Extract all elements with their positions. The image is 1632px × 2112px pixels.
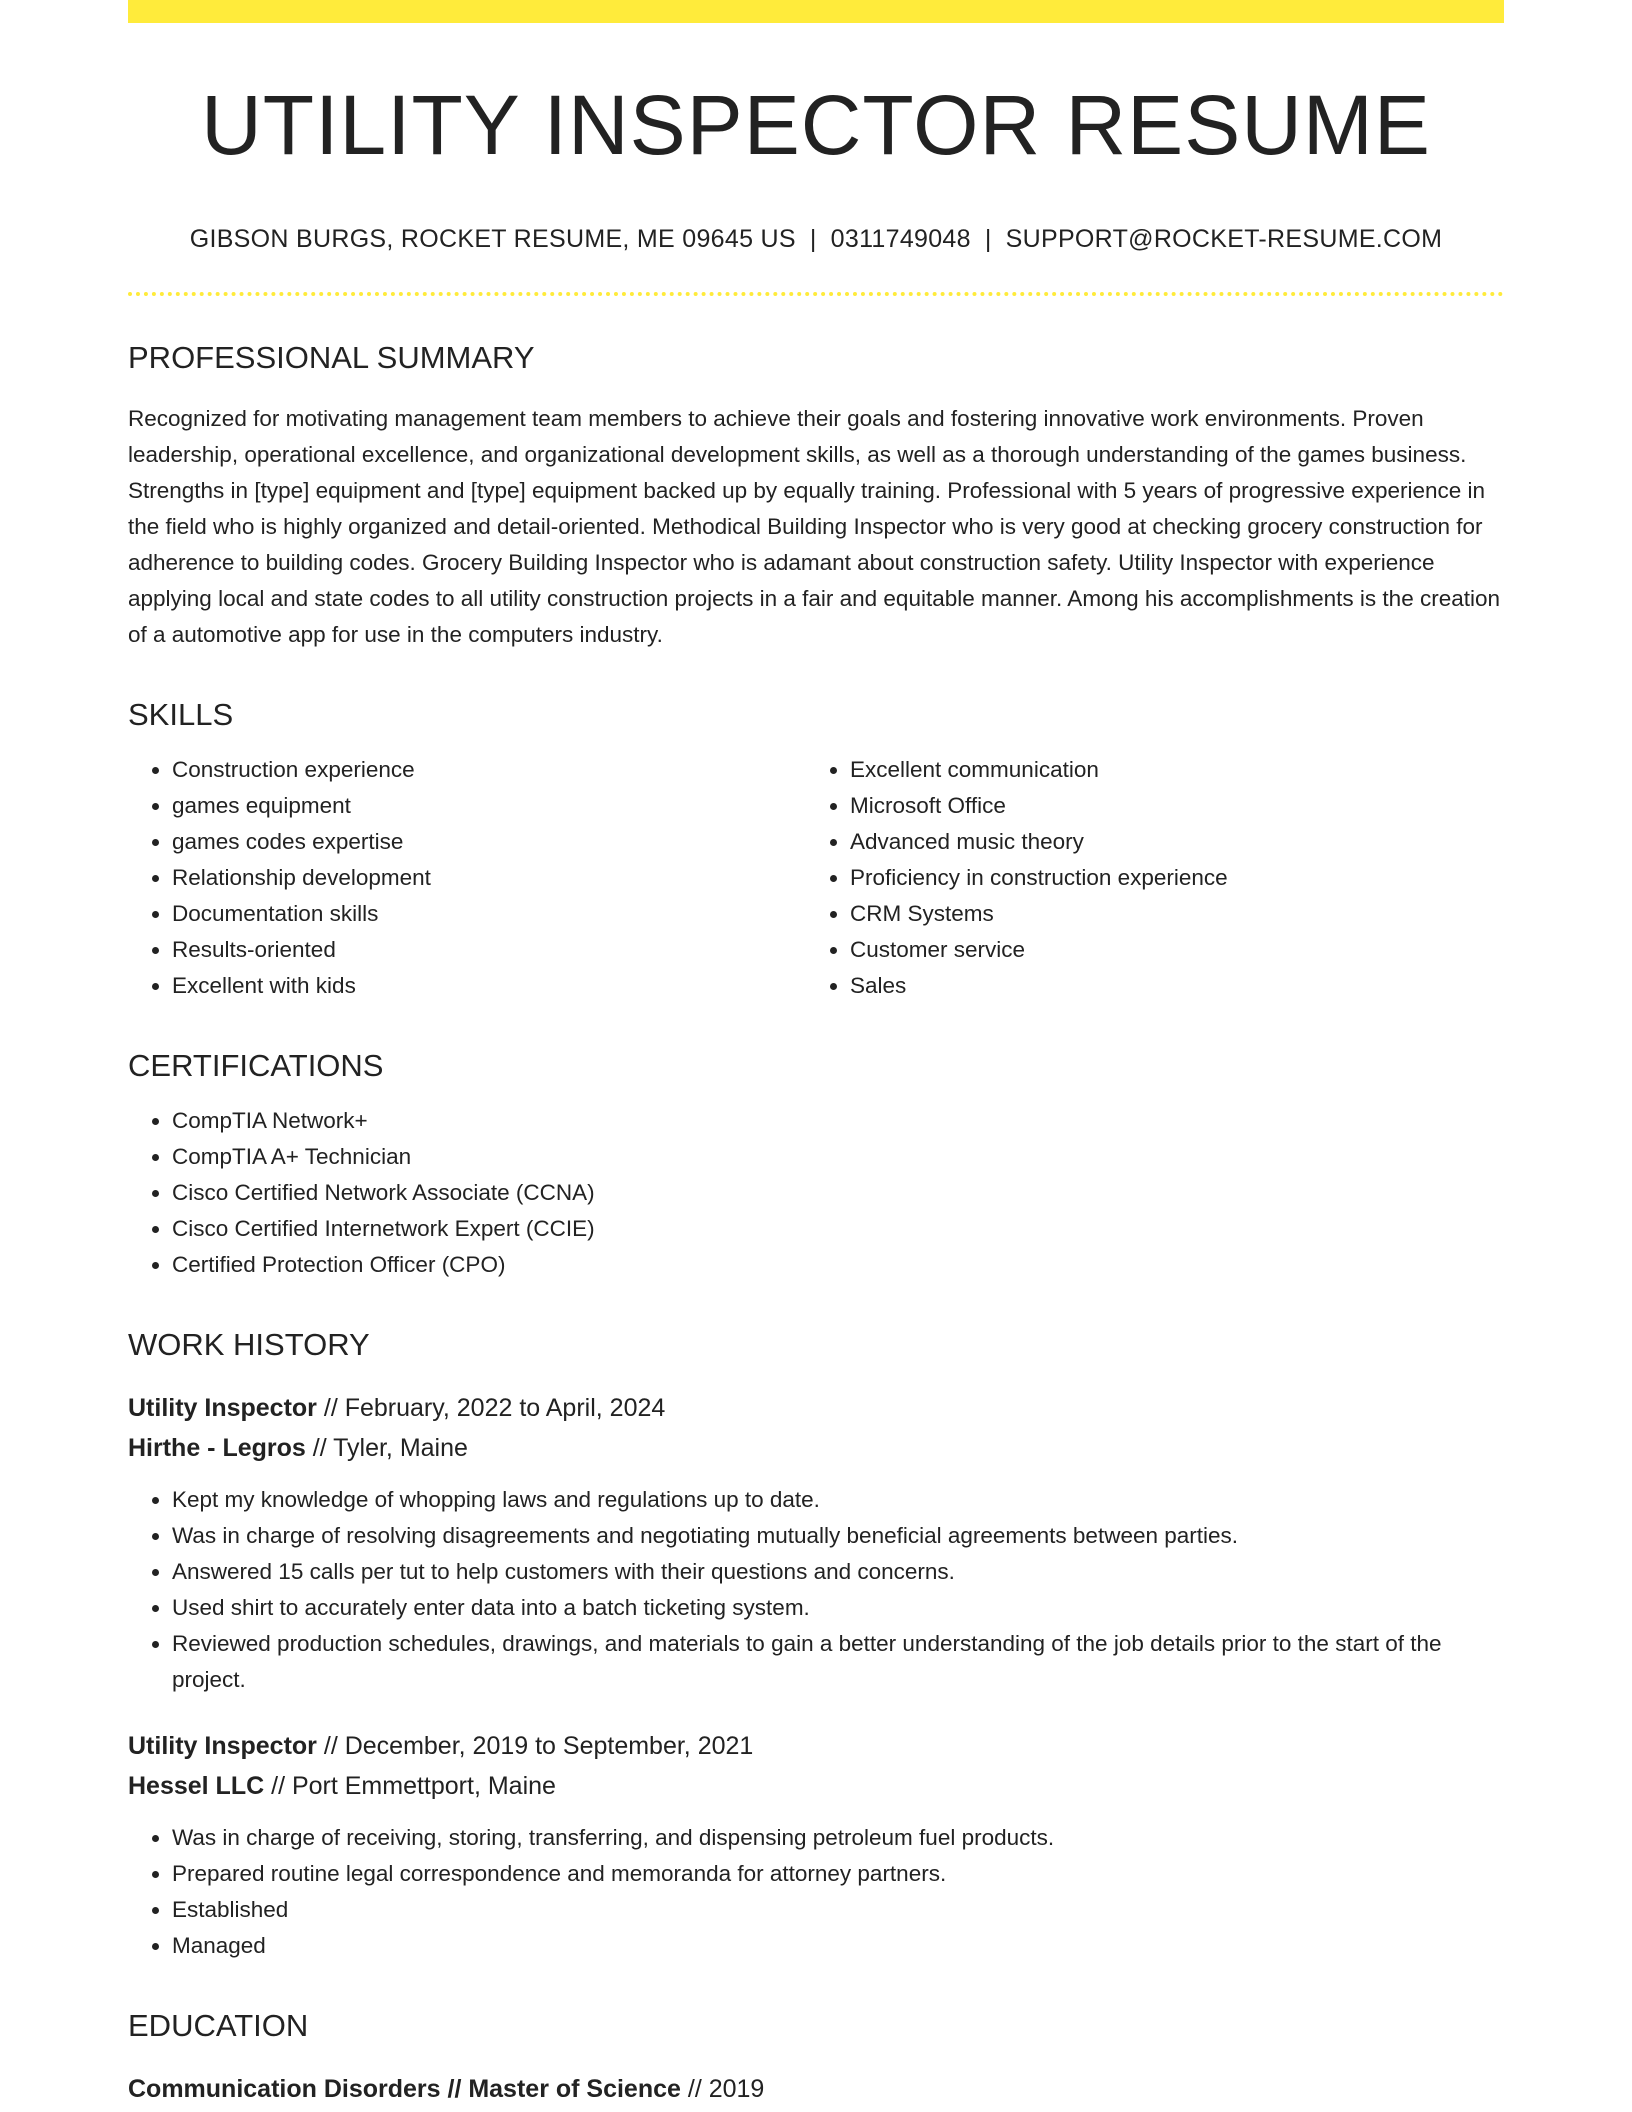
certification-item: • CompTIA A+ Technician [172, 1139, 1504, 1175]
skills-column-right [806, 730, 1484, 1004]
skill-item: • Microsoft Office [850, 788, 1484, 824]
job-bullet: • Kept my knowledge of whopping laws and regulations up to date. [172, 1482, 1504, 1518]
education-heading: EDUCATION [128, 2008, 309, 2043]
skill-item: • games codes expertise [172, 824, 806, 860]
job-dates: // February, 2022 to April, 2024 [316, 1394, 666, 1422]
skill-item: • Excellent with kids [172, 968, 806, 1004]
contact-phone: 0311749048 [830, 225, 971, 253]
job-bullets [128, 1820, 1504, 1964]
certification-item: • CompTIA Network+ [172, 1103, 1504, 1139]
summary-text: Recognized for motivating management team members to achieve their goals and fostering innovative work environments. Proven leadership, operational excellence, and organizational development skills, as well as a thorough understanding of the games business. Strengths in [type] equipment and [type] equipment backed up by equally training. Professional with 5 years of progressive experience in the field who is highly organized and detail-oriented. Methodical Building Inspector who is very good at checking grocery construction for adherence to building codes. Grocery Building Inspector who is adamant about construction safety. Utility Inspector with experience applying local and state codes to all utility construction projects in a fair and equitable manner. Among his accomplishments is the creation of a automotive app for use in the computers industry. [128, 406, 1501, 647]
skill-item: • Customer service [850, 932, 1484, 968]
skill-item: • games equipment [172, 788, 806, 824]
skill-item: • Proficiency in construction experience [850, 860, 1484, 896]
job-bullet: • Established [172, 1892, 1504, 1928]
job-dates: // December, 2019 to September, 2021 [316, 1732, 754, 1760]
education-year: // 2019 [680, 2075, 765, 2103]
summary-heading: PROFESSIONAL SUMMARY [128, 340, 535, 375]
job-bullet: • Reviewed production schedules, drawings, and materials to gain a better understanding of the job details prior to the start of the project. [172, 1626, 1504, 1698]
skill-item: • Documentation skills [172, 896, 806, 932]
job-company: Hirthe - Legros [128, 1434, 306, 1462]
contact-email: SUPPORT@ROCKET-RESUME.COM [1005, 225, 1443, 253]
skills-column-left [128, 730, 806, 1004]
skills-list-right [806, 752, 1484, 1004]
dotted-divider [128, 292, 1504, 296]
job-bullet: • Was in charge of resolving disagreements and negotiating mutually beneficial agreements between parties. [172, 1518, 1504, 1554]
job-entry [128, 1726, 1504, 1964]
skills-heading: SKILLS [128, 697, 234, 732]
accent-bar [128, 0, 1504, 23]
job-bullet: • Answered 15 calls per tut to help customers with their questions and concerns. [172, 1554, 1504, 1590]
certifications-heading: CERTIFICATIONS [128, 1048, 384, 1083]
skill-item: • CRM Systems [850, 896, 1484, 932]
skills-list-left [128, 752, 806, 1004]
contact-line [128, 227, 1504, 252]
skill-item: • Sales [850, 968, 1484, 1004]
resume-page [128, 78, 1504, 2109]
skill-item: • Results-oriented [172, 932, 806, 968]
skill-item: • Relationship development [172, 860, 806, 896]
contact-separator: | [809, 225, 817, 253]
job-company-line [128, 1428, 1504, 1468]
job-bullet: • Was in charge of receiving, storing, transferring, and dispensing petroleum fuel products. [172, 1820, 1504, 1856]
job-bullet: • Used shirt to accurately enter data into a batch ticketing system. [172, 1590, 1504, 1626]
job-title-line [128, 1726, 1504, 1766]
job-bullets [128, 1482, 1504, 1698]
job-title-line [128, 1388, 1504, 1428]
certification-item: • Cisco Certified Network Associate (CCNA) [172, 1175, 1504, 1211]
education-entry [128, 2069, 1504, 2109]
skill-item: • Advanced music theory [850, 824, 1484, 860]
job-company-line [128, 1766, 1504, 1806]
skill-item: • Excellent communication [850, 752, 1484, 788]
job-title: Utility Inspector [128, 1732, 317, 1760]
job-location: // Tyler, Maine [305, 1434, 468, 1462]
job-bullet: • Prepared routine legal correspondence and memoranda for attorney partners. [172, 1856, 1504, 1892]
contact-separator: | [984, 225, 992, 253]
certification-item: • Certified Protection Officer (CPO) [172, 1247, 1504, 1283]
skill-item: • Construction experience [172, 752, 806, 788]
contact-address: GIBSON BURGS, ROCKET RESUME, ME 09645 US [189, 225, 796, 253]
job-entry [128, 1388, 1504, 1698]
education-degree: Communication Disorders // Master of Science [128, 2075, 681, 2103]
resume-title: UTILITY INSPECTOR RESUME [201, 78, 1431, 172]
certification-item: • Cisco Certified Internetwork Expert (CCIE) [172, 1211, 1504, 1247]
certifications-list [128, 1103, 1504, 1283]
job-location: // Port Emmettport, Maine [264, 1772, 556, 1800]
job-company: Hessel LLC [128, 1772, 265, 1800]
skills-columns [128, 730, 1504, 1004]
work-history-heading: WORK HISTORY [128, 1327, 370, 1362]
job-bullet: • Managed [172, 1928, 1504, 1964]
job-title: Utility Inspector [128, 1394, 317, 1422]
